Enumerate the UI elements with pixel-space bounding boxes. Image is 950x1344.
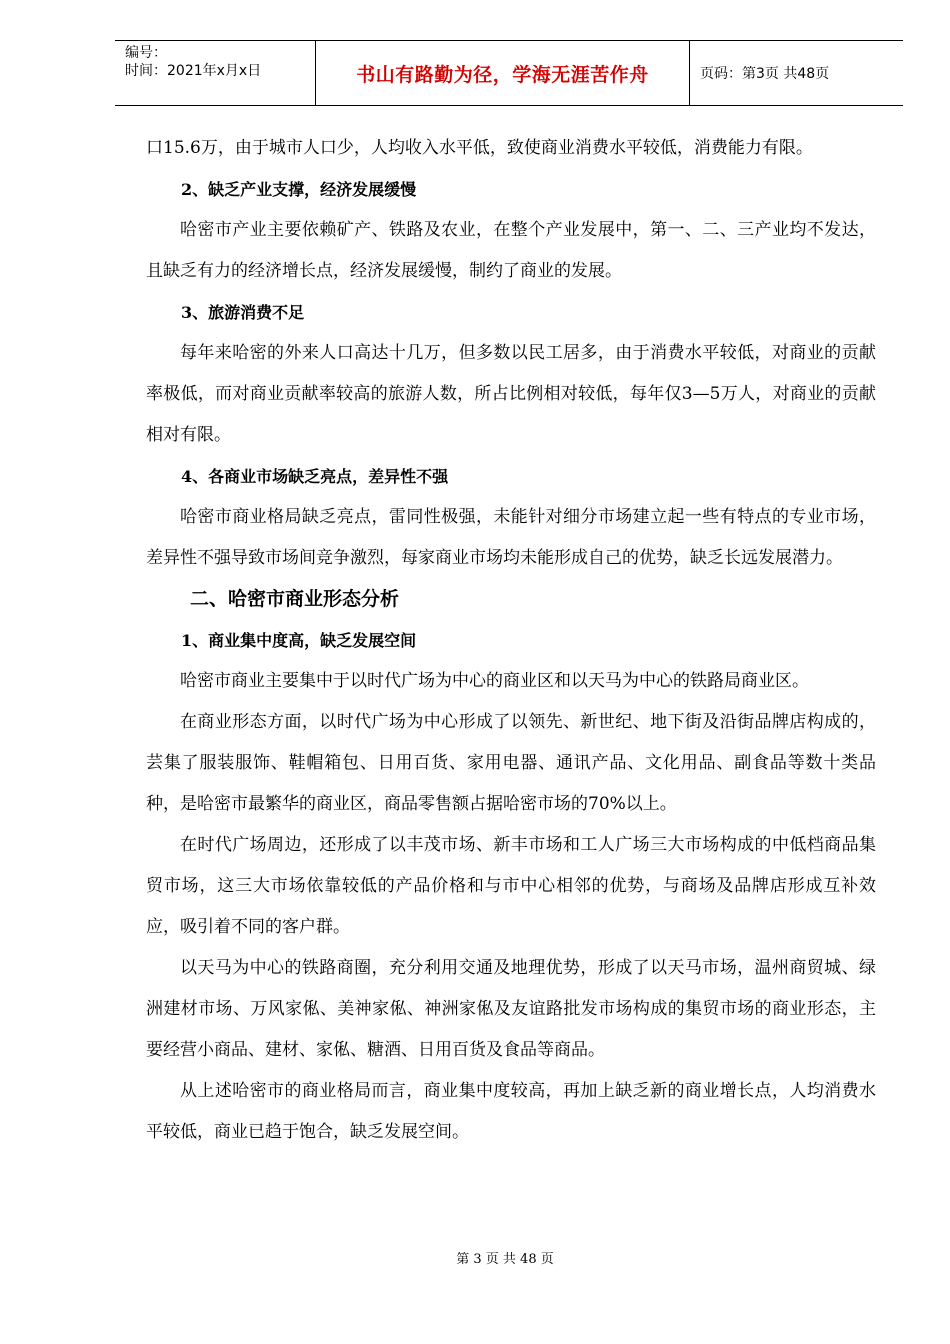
paragraph: 哈密市产业主要依赖矿产、铁路及农业，在整个产业发展中，第一、二、三产业均不发达，且缺乏有力的经济增长点，经济发展缓慢，制约了商业的发展。 bbox=[146, 220, 876, 281]
header-meta bbox=[115, 41, 315, 105]
page-header bbox=[115, 40, 903, 106]
subheading: 2、缺乏产业支撑，经济发展缓慢 bbox=[181, 180, 417, 199]
time-label: 时间：2021年x月x日 bbox=[125, 63, 262, 79]
paragraph: 每年来哈密的外来人口高达十几万，但多数以民工居多，由于消费水平较低，对商业的贡献率极低，而对商业贡献率较高的旅游人数，所占比例相对较低，每年仅3—5万人，对商业的贡献相对有限。 bbox=[146, 343, 876, 445]
number-label: 编号： bbox=[125, 45, 167, 61]
paragraph: 哈密市商业格局缺乏亮点，雷同性极强，未能针对细分市场建立起一些有特点的专业市场，差异性不强导致市场间竞争激烈，每家商业市场均未能形成自己的优势，缺乏长远发展潜力。 bbox=[146, 507, 876, 568]
paragraph: 以天马为中心的铁路商圈，充分利用交通及地理优势，形成了以天马市场，温州商贸城、绿洲建材市场、万风家俬、美神家俬、神洲家俬及友谊路批发市场构成的集贸市场的商业形态，主要经营小商品、建材、家俬、糖酒、日用百货及食品等商品。 bbox=[146, 958, 876, 1060]
subheading: 4、各商业市场缺乏亮点，差异性不强 bbox=[181, 467, 449, 486]
page-footer: 第 3 页 共 48 页 bbox=[456, 1252, 554, 1267]
header-page-label: 页码：第3页 共48页 bbox=[700, 66, 830, 82]
paragraph: 从上述哈密市的商业格局而言，商业集中度较高，再加上缺乏新的商业增长点，人均消费水平较低，商业已趋于饱合，缺乏发展空间。 bbox=[146, 1081, 876, 1142]
subheading: 1、商业集中度高，缺乏发展空间 bbox=[181, 631, 417, 650]
paragraph: 口15.6万，由于城市人口少，人均收入水平低，致使商业消费水平较低，消费能力有限。 bbox=[146, 138, 813, 158]
subheading: 3、旅游消费不足 bbox=[181, 303, 305, 322]
paragraph: 在时代广场周边，还形成了以丰茂市场、新丰市场和工人广场三大市场构成的中低档商品集贸市场，这三大市场依靠较低的产品价格和与市中心相邻的优势，与商场及品牌店形成互补效应，吸引着不同的客户群。 bbox=[146, 835, 876, 937]
section-heading: 二、哈密市商业形态分析 bbox=[190, 588, 400, 610]
paragraph: 在商业形态方面，以时代广场为中心形成了以领先、新世纪、地下街及沿街品牌店构成的，芸集了服装服饰、鞋帽箱包、日用百货、家用电器、通讯产品、文化用品、副食品等数十类品种，是哈密市最繁华的商业区，商品零售额占据哈密市场的70%以上。 bbox=[146, 712, 876, 814]
document-body bbox=[146, 128, 876, 1153]
header-motto: 书山有路勤为径，学海无涯苦作舟 bbox=[315, 41, 690, 105]
paragraph: 哈密市商业主要集中于以时代广场为中心的商业区和以天马为中心的铁路局商业区。 bbox=[180, 671, 809, 691]
